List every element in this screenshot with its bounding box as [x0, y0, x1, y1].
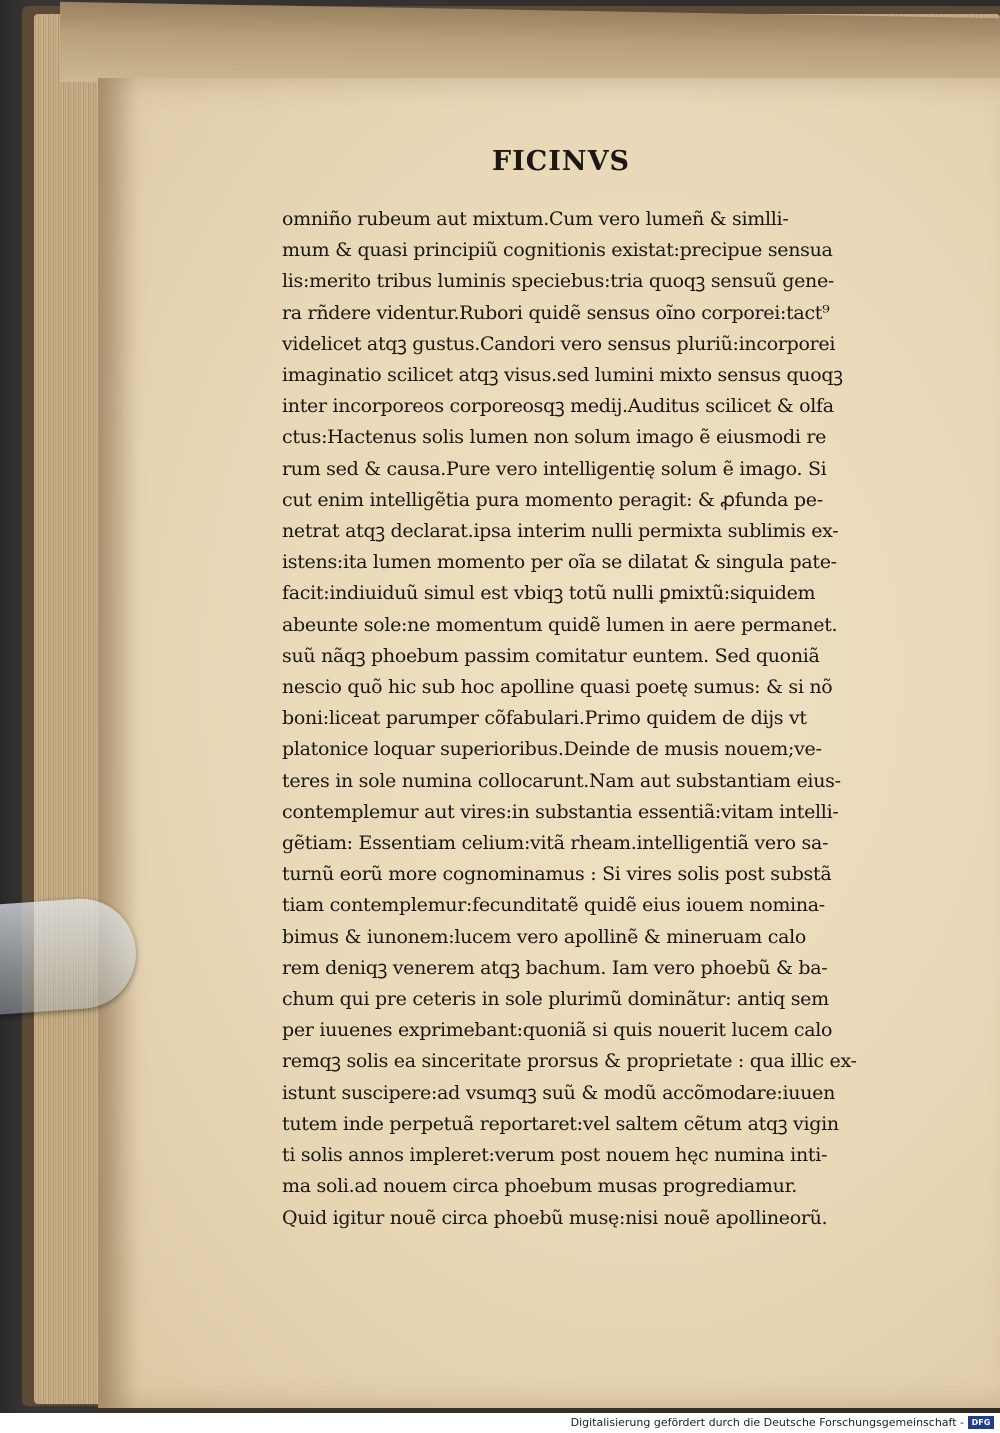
text-line: cut enim intelligẽtia pura momento peragit: & ꝓfunda pe- — [282, 488, 823, 511]
text-line: istunt suscipere:ad vsumqꝫ suũ & modũ accõmodare:iuuen — [282, 1081, 836, 1104]
footer-credit: Digitalisierung gefördert durch die Deutsche Forschungsgemeinschaft - — [570, 1416, 964, 1429]
text-line: netrat atqꝫ declarat.ipsa interim nulli permixta sublimis ex- — [282, 520, 839, 543]
page-gutter-shadow — [98, 78, 138, 1408]
text-line: bimus & iunonem:lucem vero apollinẽ & mineruam calo — [282, 925, 807, 948]
text-line: tutem inde perpetuã reportaret:vel saltem cẽtum atqꝫ vigin — [282, 1112, 839, 1135]
text-line: mum & quasi principiũ cognitionis existat:precipue sensua — [282, 239, 833, 262]
text-line: boni:liceat parumper cõfabulari.Primo quidem de dijs vt — [282, 707, 807, 730]
text-line: Quid igitur nouẽ circa phoebũ musę:nisi nouẽ apollineorũ. — [282, 1206, 828, 1229]
text-line: tiam contemplemur:fecunditatẽ quidẽ eius iouem nomina- — [282, 894, 825, 917]
page-text-block — [282, 204, 922, 1234]
text-line: turnũ eorũ more cognominamus : Si vires solis post substã — [282, 863, 832, 886]
text-line: videlicet atqꝫ gustus.Candori vero sensus pluriũ:incorporei — [282, 332, 836, 355]
text-line: istens:ita lumen momento per oĩa se dilatat & singula pate- — [282, 551, 837, 574]
text-line: ra rñdere videntur.Rubori quidẽ sensus oĩno corporei:tact⁹ — [282, 301, 830, 324]
text-line: inter incorporeos corporeosqꝫ medij.Auditus scilicet & olfa — [282, 395, 834, 418]
text-line: suũ nãqꝫ phoebum passim comitatur euntem. Sed quoniã — [282, 644, 820, 667]
footer-bar — [0, 1413, 1000, 1433]
dfg-logo: DFG — [968, 1416, 994, 1429]
running-head: FICINVS — [492, 146, 631, 177]
text-line: lis:merito tribus luminis speciebus:tria quoqꝫ sensuũ gene- — [282, 270, 835, 293]
text-line: ti solis annos impleret:verum post nouem hęc numina inti- — [282, 1144, 828, 1167]
text-line: teres in sole numina collocarunt.Nam aut substantiam eius- — [282, 769, 841, 792]
text-line: platonice loquar superioribus.Deinde de musis nouem;ve- — [282, 738, 822, 761]
text-line: per iuuenes exprimebant:quoniã si quis nouerit lucem calo — [282, 1019, 833, 1042]
text-line: remqꝫ solis ea sinceritate prorsus & proprietate : qua illic ex- — [282, 1050, 857, 1073]
text-line: gẽtiam: Essentiam celium:vitã rheam.intelligentiã vero sa- — [282, 832, 829, 855]
text-line: ctus:Hactenus solis lumen non solum imago ẽ eiusmodi re — [282, 426, 827, 449]
text-line: abeunte sole:ne momentum quidẽ lumen in aere permanet. — [282, 613, 838, 636]
text-line: rum sed & causa.Pure vero intelligentię solum ẽ imago. Si — [282, 457, 827, 480]
text-line: facit:indiuiduũ simul est vbiqꝫ totũ nulli ꝑmixtũ:siquidem — [282, 582, 816, 605]
text-line: imaginatio scilicet atqꝫ visus.sed lumini mixto sensus quoqꝫ — [282, 364, 843, 387]
text-line: contemplemur aut vires:in substantia essentiã:vitam intelli- — [282, 800, 839, 823]
text-line: rem deniqꝫ venerem atqꝫ bachum. Iam vero phoebũ & ba- — [282, 956, 828, 979]
text-line: omniño rubeum aut mixtum.Cum vero lumeñ & simlli- — [282, 208, 789, 230]
text-line: ma soli.ad nouem circa phoebum musas progrediamur. — [282, 1175, 798, 1198]
text-line: chum qui pre ceteris in sole plurimũ dominãtur: antiq sem — [282, 988, 829, 1011]
text-line: nescio quõ hic sub hoc apolline quasi poetę sumus: & si nõ — [282, 676, 833, 699]
